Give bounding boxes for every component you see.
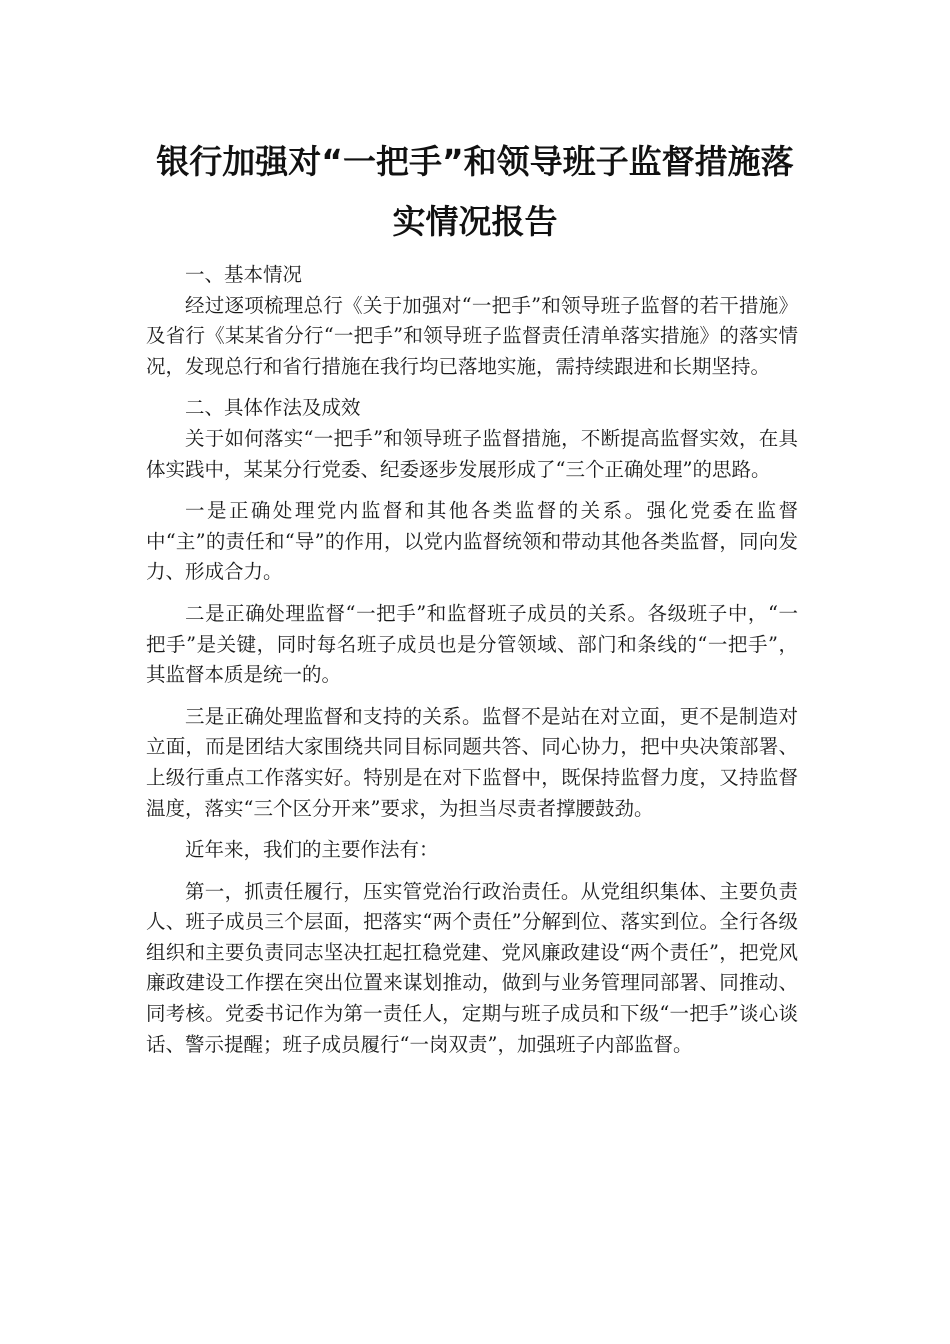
document-body — [146, 260, 798, 1060]
section-heading-practices: 二、具体作法及成效 — [185, 396, 361, 420]
paragraph: 第一，抓责任履行，压实管党治行政治责任。从党组织集体、主要负责人、班子成员三个层面，把落实“两个责任”分解到位、落实到位。全行各级组织和主要负责同志坚决扛起扛稳党建、党风廉政建设“两个责任”，把党风廉政建设工作摆在突出位置来谋划推动，做到与业务管理同部署、同推动、同考核。党委书记作为第一责任人，定期与班子成员和下级“一把手”谈心谈话、警示提醒；班子成员履行“一岗双责”，加强班子内部监督。 — [146, 879, 798, 1056]
paragraph: 关于如何落实“一把手”和领导班子监督措施，不断提高监督实效，在具体实践中，某某分行党委、纪委逐步发展形成了“三个正确处理”的思路。 — [146, 426, 798, 481]
paragraph: 经过逐项梳理总行《关于加强对“一把手”和领导班子监督的若干措施》及省行《某某省分行“一把手”和领导班子监督责任清单落实措施》的落实情况，发现总行和省行措施在我行均已落地实施，需持续跟进和长期坚持。 — [146, 293, 798, 378]
paragraph: 二是正确处理监督“一把手”和监督班子成员的关系。各级班子中，“一把手”是关键，同时每名班子成员也是分管领域、部门和条线的“一把手”，其监督本质是统一的。 — [146, 601, 798, 687]
paragraph: 一是正确处理党内监督和其他各类监督的关系。强化党委在监督中“主”的责任和“导”的作用，以党内监督统领和带动其他各类监督，同向发力、形成合力。 — [146, 499, 798, 584]
paragraph: 三是正确处理监督和支持的关系。监督不是站在对立面，更不是制造对立面，而是团结大家围绕共同目标同题共答、同心协力，把中央决策部署、上级行重点工作落实好。特别是在对下监督中，既保持监督力度，又持监督温度，落实“三个区分开来”要求，为担当尽责者撑腰鼓劲。 — [146, 704, 798, 820]
document-title: 银行加强对“一把手”和领导班子监督措施落实情况报告 — [156, 142, 794, 241]
paragraph: 近年来，我们的主要作法有： — [185, 838, 439, 862]
section-heading-basic-situation: 一、基本情况 — [185, 263, 303, 286]
